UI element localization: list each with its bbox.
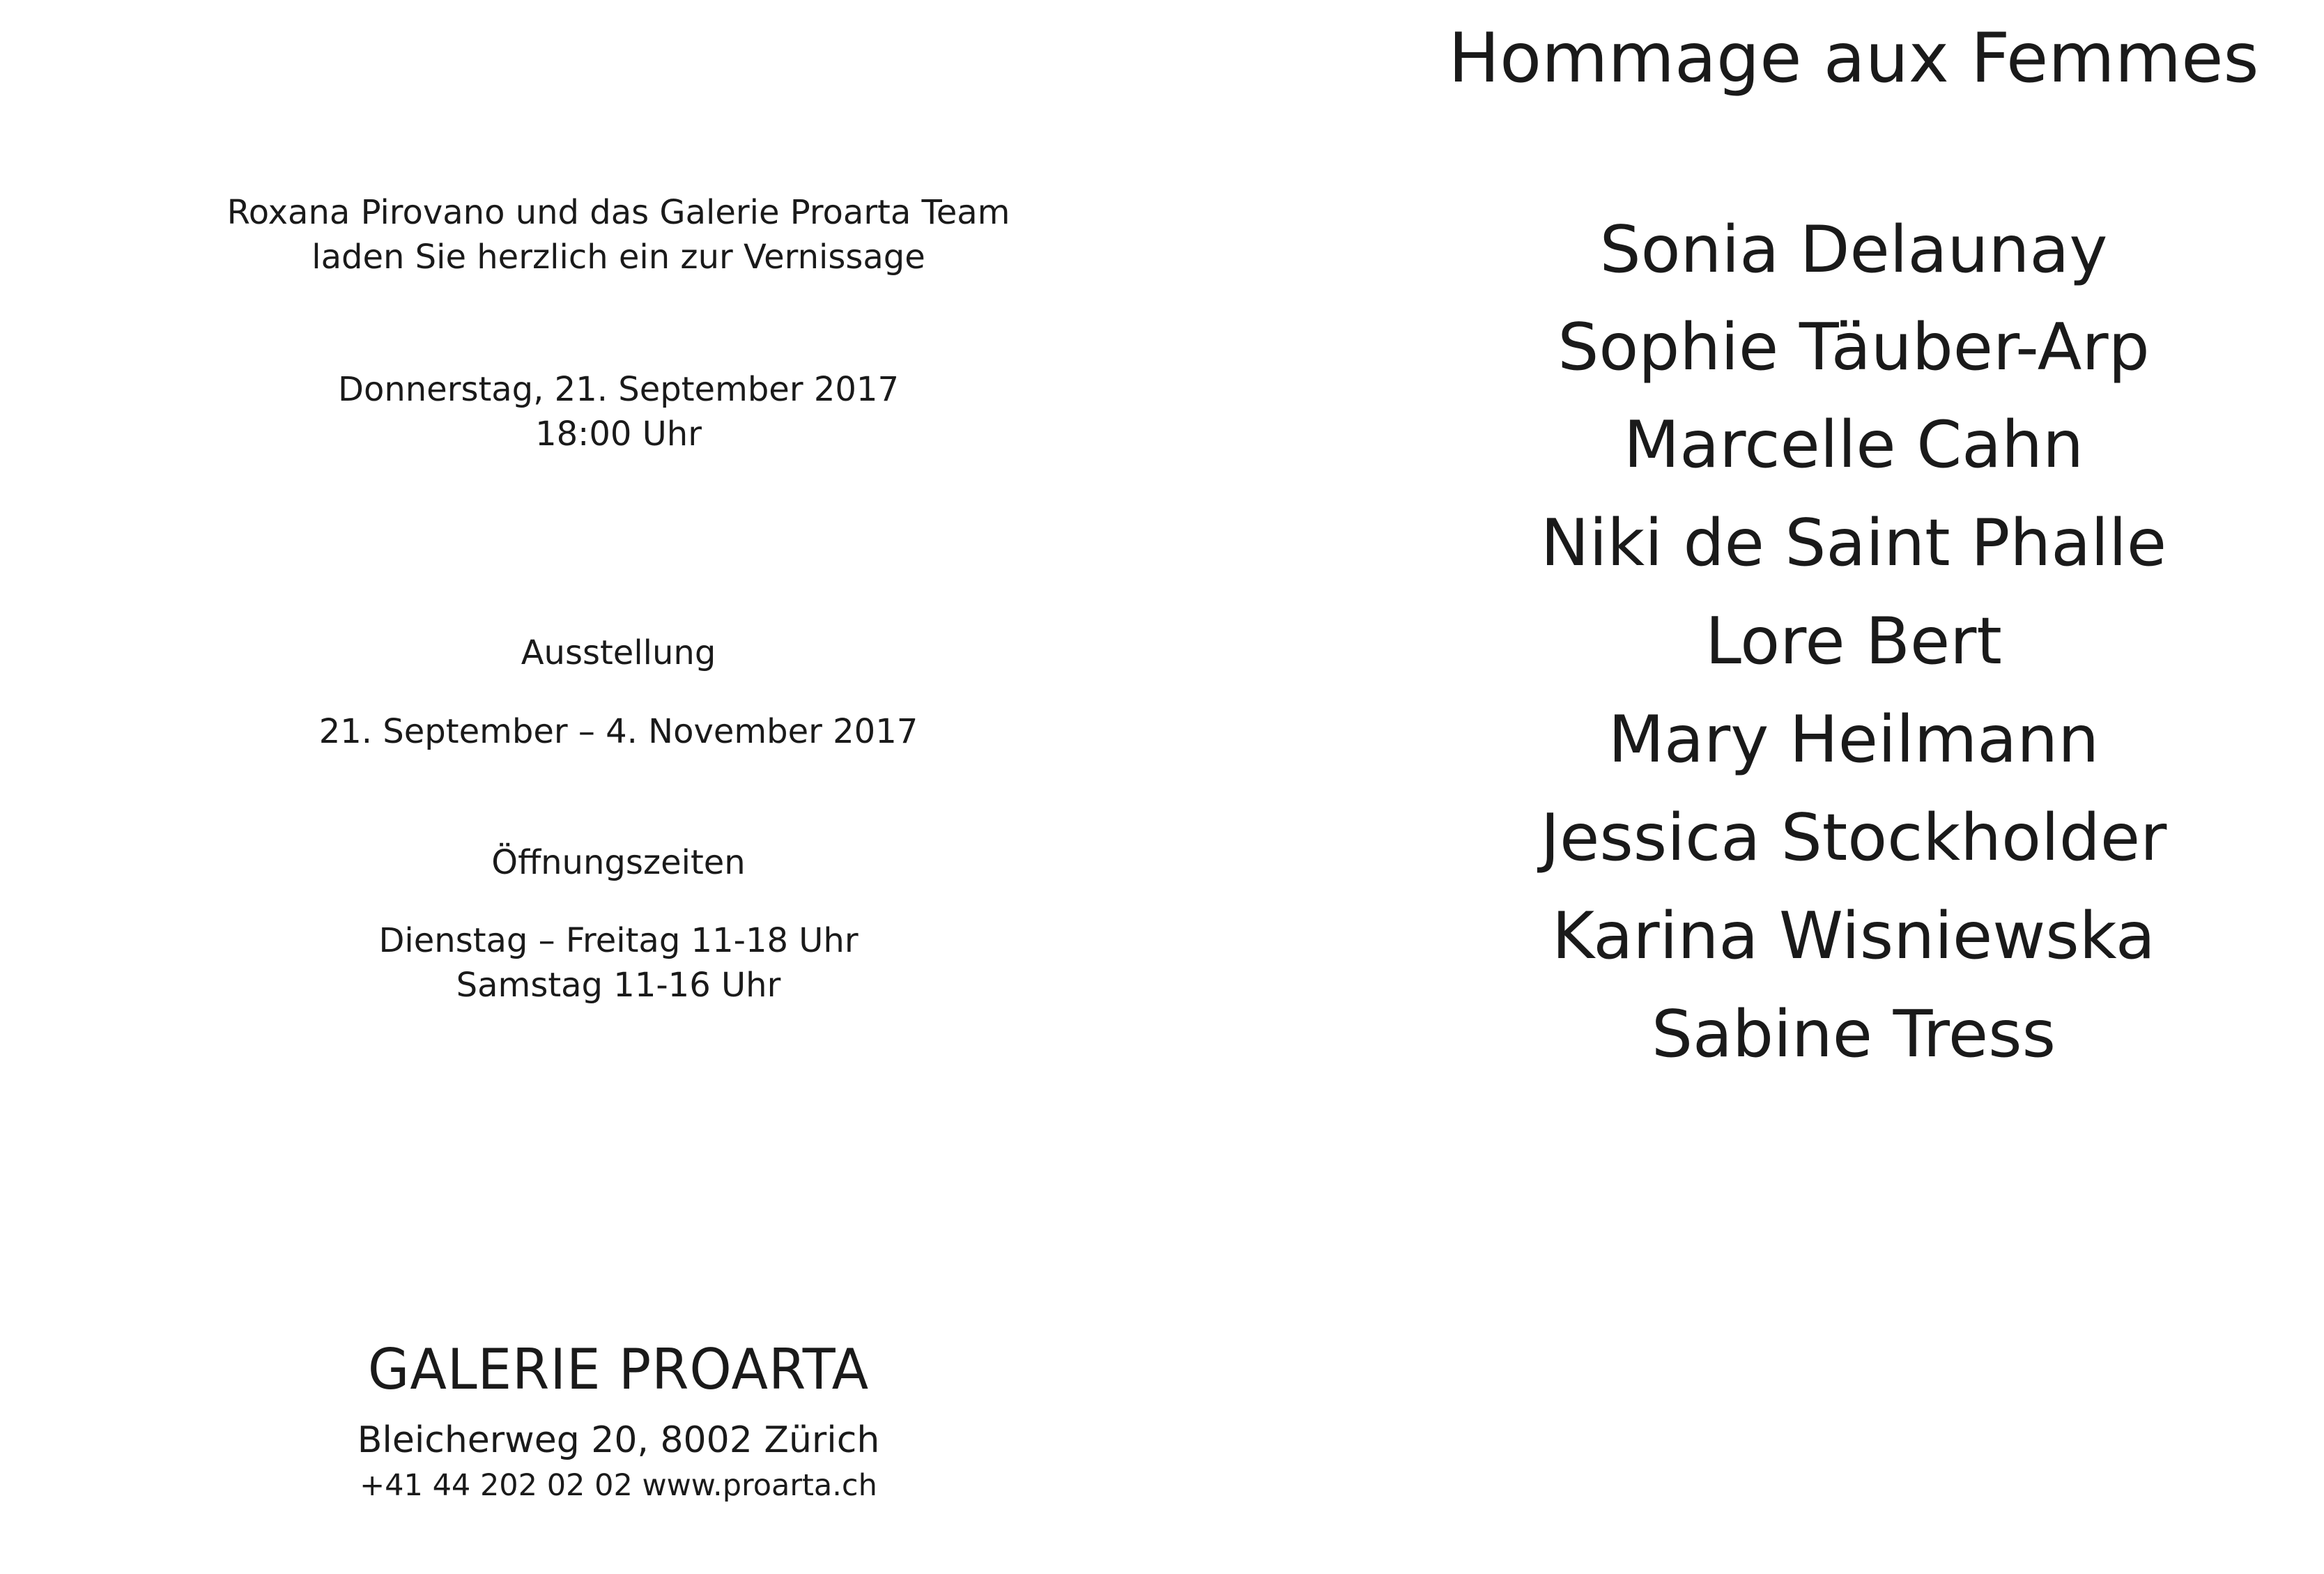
gallery-logo: GALERIE PROARTA [367, 1337, 870, 1402]
artist-name: Karina Wisniewska [1552, 898, 2155, 973]
invitation-line-2: laden Sie herzlich ein zur Vernissage [311, 238, 925, 277]
artists-panel [1366, 0, 2324, 1574]
opening-hours-weekdays: Dienstag – Freitag 11-18 Uhr [378, 921, 859, 960]
gallery-contact: +41 44 202 02 02 www.proarta.ch [360, 1468, 877, 1503]
invitation-line-1: Roxana Pirovano und das Galerie Proarta Team [226, 193, 1010, 232]
artist-name: Sophie Täuber-Arp [1557, 309, 2150, 385]
exhibition-dates: 21. September – 4. November 2017 [318, 712, 918, 751]
artist-name: Marcelle Cahn [1623, 407, 2084, 482]
artist-name: Lore Bert [1705, 603, 2002, 679]
opening-hours-label: Öffnungszeiten [491, 843, 746, 882]
artist-name: Sonia Delaunay [1599, 212, 2108, 287]
vernissage-date: Donnerstag, 21. September 2017 [338, 370, 899, 409]
opening-hours-saturday: Samstag 11-16 Uhr [456, 966, 781, 1005]
vernissage-time: 18:00 Uhr [535, 415, 702, 454]
exhibition-label: Ausstellung [521, 633, 716, 672]
artist-name: Niki de Saint Phalle [1540, 505, 2167, 580]
gallery-address: Bleicherweg 20, 8002 Zürich [357, 1419, 880, 1461]
artist-name: Jessica Stockholder [1540, 800, 2167, 875]
artist-name: Sabine Tress [1651, 996, 2056, 1072]
artist-name: Mary Heilmann [1608, 702, 2100, 777]
exhibition-title: Hommage aux Femmes [1448, 19, 2259, 98]
